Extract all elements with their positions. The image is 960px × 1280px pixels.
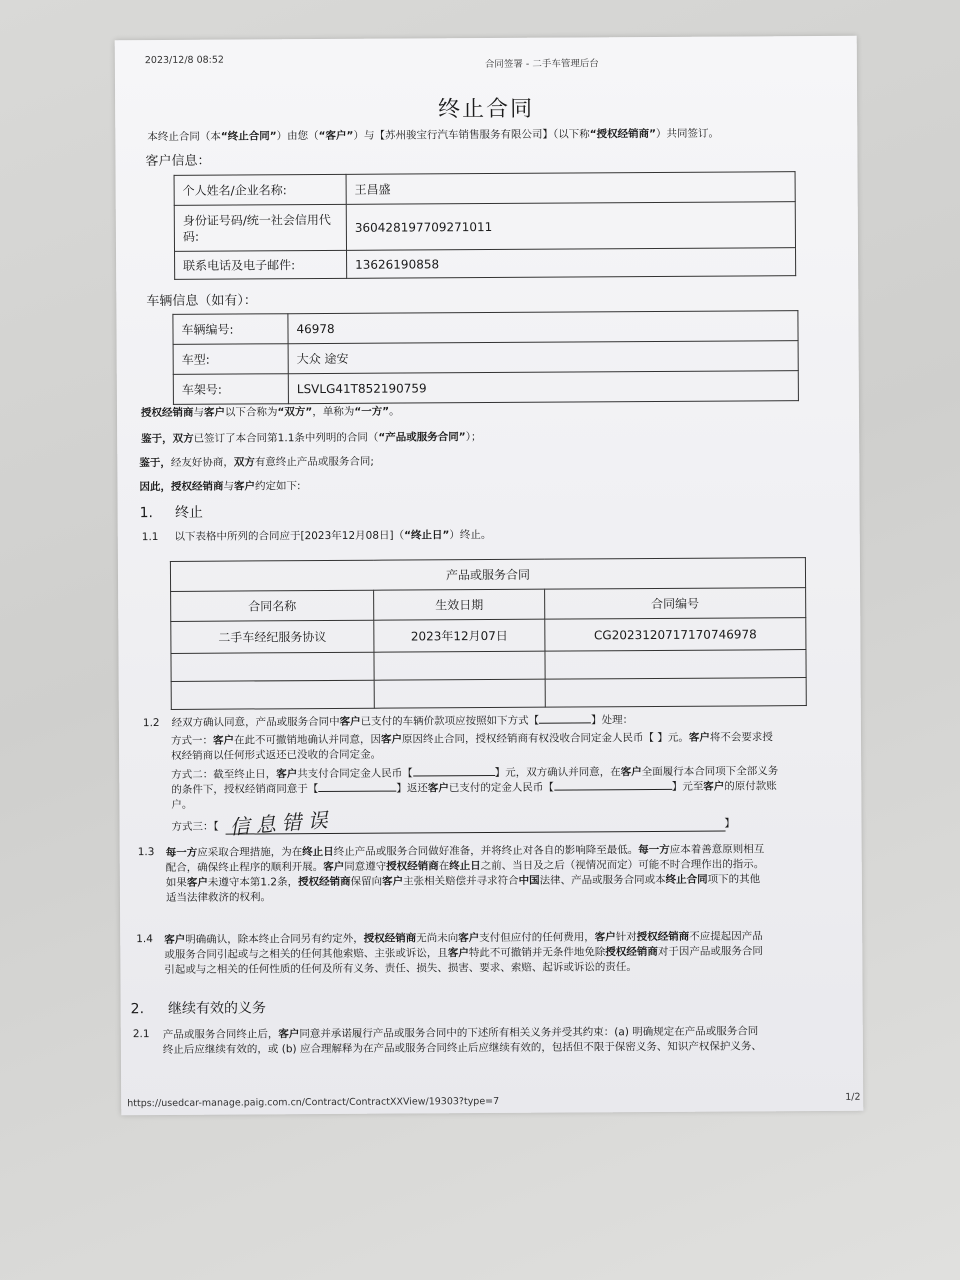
section-2-heading: 2. 继续有效的义务 xyxy=(130,1000,267,1018)
table-row xyxy=(173,311,798,345)
clause-1-2-method-1: 方式一：客户在此不可撤销地确认并同意，因客户原因终止合同，授权经销商有权没收合同定金人民币【 】元。客户将不会要求授 权经销商以任何形式返还已没收的合同定金。 xyxy=(170,731,773,762)
method-3-close-bracket: 】 xyxy=(724,817,736,830)
handwritten-note: 信息错误 xyxy=(228,807,335,840)
clause-1-2-method-2: 方式二：截至终止日，客户共支付合同定金人民币【 】元，双方确认并同意，在客户全面履行本合同项下全部义务 的条件下，授权经销商同意于【 】返还客户已支付的定金人民币【 】元至客户的原付款账 户。 xyxy=(171,765,779,811)
header-contract-name: 合同名称 xyxy=(171,590,374,621)
vehicle-model-value: 大众 途安 xyxy=(288,341,798,374)
empty-cell xyxy=(171,680,374,709)
vehicle-vin-value: LSVLG41T852190759 xyxy=(288,371,798,404)
whereas-1: 鉴于，双方已签订了本合同第1.1条中列明的合同（“产品或服务合同”）； xyxy=(141,431,482,446)
customer-id-value: 360428197709271011 xyxy=(346,202,795,251)
clause-1-4-number: 1.4 xyxy=(136,933,153,946)
document-page xyxy=(115,36,864,1116)
vehicle-info-heading: 车辆信息（如有）： xyxy=(146,293,257,310)
therefore-clause: 因此，授权经销商与客户约定如下: xyxy=(139,480,301,494)
empty-cell xyxy=(374,651,545,680)
header-contract-number: 合同编号 xyxy=(545,588,806,620)
empty-cell xyxy=(374,679,545,708)
print-page-title: 合同签署 - 二手车管理后台 xyxy=(484,58,599,71)
table-row xyxy=(173,371,798,405)
vehicle-number-label: 车辆编号: xyxy=(173,314,288,345)
customer-info-heading: 客户信息： xyxy=(145,153,211,170)
table-row xyxy=(171,588,806,622)
customer-contact-label: 联系电话及电子邮件: xyxy=(175,250,347,279)
vehicle-vin-label: 车架号: xyxy=(173,374,288,405)
vehicle-number-value: 46978 xyxy=(288,311,798,344)
print-datetime: 2023/12/8 08:52 xyxy=(144,54,224,67)
customer-name-value: 王昌盛 xyxy=(346,172,795,205)
parties-definition: 授权经销商与客户以下合称为“双方”，单称为“一方”。 xyxy=(140,405,400,420)
contract-table xyxy=(170,557,807,710)
clause-1-1: 1.1 以下表格中所列的合同应于[2023年12月08日]（“终止日”）终止。 xyxy=(141,528,492,544)
table-row xyxy=(171,678,806,710)
table-row xyxy=(173,341,798,375)
clause-2-1-number: 2.1 xyxy=(132,1028,150,1041)
intro-paragraph: 本终止合同（本“终止合同”）由您（“客户”）与【苏州骏宝行汽车销售服务有限公司】（以下称“授权经销商”）共同签订。 xyxy=(147,127,720,144)
contract-name-cell: 二手车经纪服务协议 xyxy=(171,620,374,653)
vehicle-model-label: 车型: xyxy=(173,344,288,375)
contract-table-caption: 产品或服务合同 xyxy=(170,558,805,592)
empty-cell xyxy=(545,650,806,680)
table-row xyxy=(170,558,805,592)
header-effective-date: 生效日期 xyxy=(374,589,545,620)
clause-1-2-intro: 1.2 经双方确认同意，产品或服务合同中客户已支付的车辆价款项应按照如下方式【 】处理： xyxy=(142,714,634,730)
customer-contact-value: 13626190858 xyxy=(347,248,796,279)
customer-name-label: 个人姓名/企业名称: xyxy=(174,174,346,205)
clause-1-3-text: 每一方应采取合理措施，为在终止日终止产品或服务合同做好准备，并将终止对各自的影响降至最低。每一方应本着善意原则相互 配合，确保终止程序的顺利开展。客户同意遵守授权经销商在终止日之前、当日及之后（视情况而定）可能不时合理作出的指示。 如果客户未遵守本第1.2条，授权经销商保留向客户主张相关赔偿并寻求符合中国法律、产品或服务合同或本终止合同项下的其他 适当法律救济的权利。 xyxy=(165,843,765,904)
clause-1-3-number: 1.3 xyxy=(137,846,155,859)
whereas-2: 鉴于，经友好协商，双方有意终止产品或服务合同; xyxy=(139,455,374,470)
empty-cell xyxy=(545,678,806,708)
section-1-heading: 1. 终止 xyxy=(139,504,204,522)
print-url: https://usedcar-manage.paig.com.cn/Contract/ContractXXView/19303?type=7 xyxy=(127,1095,500,1110)
table-row xyxy=(171,650,806,682)
effective-date-cell: 2023年12月07日 xyxy=(374,619,545,652)
document-title: 终止合同 xyxy=(438,96,535,123)
customer-info-table xyxy=(174,171,797,280)
table-row xyxy=(171,618,806,654)
table-row xyxy=(174,202,795,252)
clause-1-4-text: 客户明确确认，除本终止合同另有约定外，授权经销商无尚未向客户支付但应付的任何费用，客户针对授权经销商不应提起因产品 或服务合同引起或与之相关的任何其他索赔、主张或诉讼，且客户特此不可撤销并无条件地免除授权经销商对于因产品或服务合同 引起或与之相关的任何性质的任何及所有义务、责任、损失、损害、要求、索赔、起诉或诉讼的责任。 xyxy=(164,930,763,976)
table-row xyxy=(174,172,795,206)
table-row xyxy=(175,248,796,280)
vehicle-info-table xyxy=(172,310,799,405)
empty-cell xyxy=(171,652,374,681)
customer-id-label: 身份证号码/统一社会信用代码: xyxy=(174,204,346,251)
clause-2-1-text: 产品或服务合同终止后，客户同意并承诺履行产品或服务合同中的下述所有相关义务并受其约束：(a) 明确规定在产品或服务合同 终止后应继续有效的，或 (b) 应合理解释为在产品或服务合同终止后应继续有效的，包括但不限于保密义务、知识产权保护义务、 xyxy=(162,1025,762,1057)
contract-number-cell: CG2023120717170746978 xyxy=(545,618,806,652)
print-page-number: 1/2 xyxy=(845,1091,861,1103)
clause-1-2-method-3: 方式三：【 xyxy=(171,820,219,833)
